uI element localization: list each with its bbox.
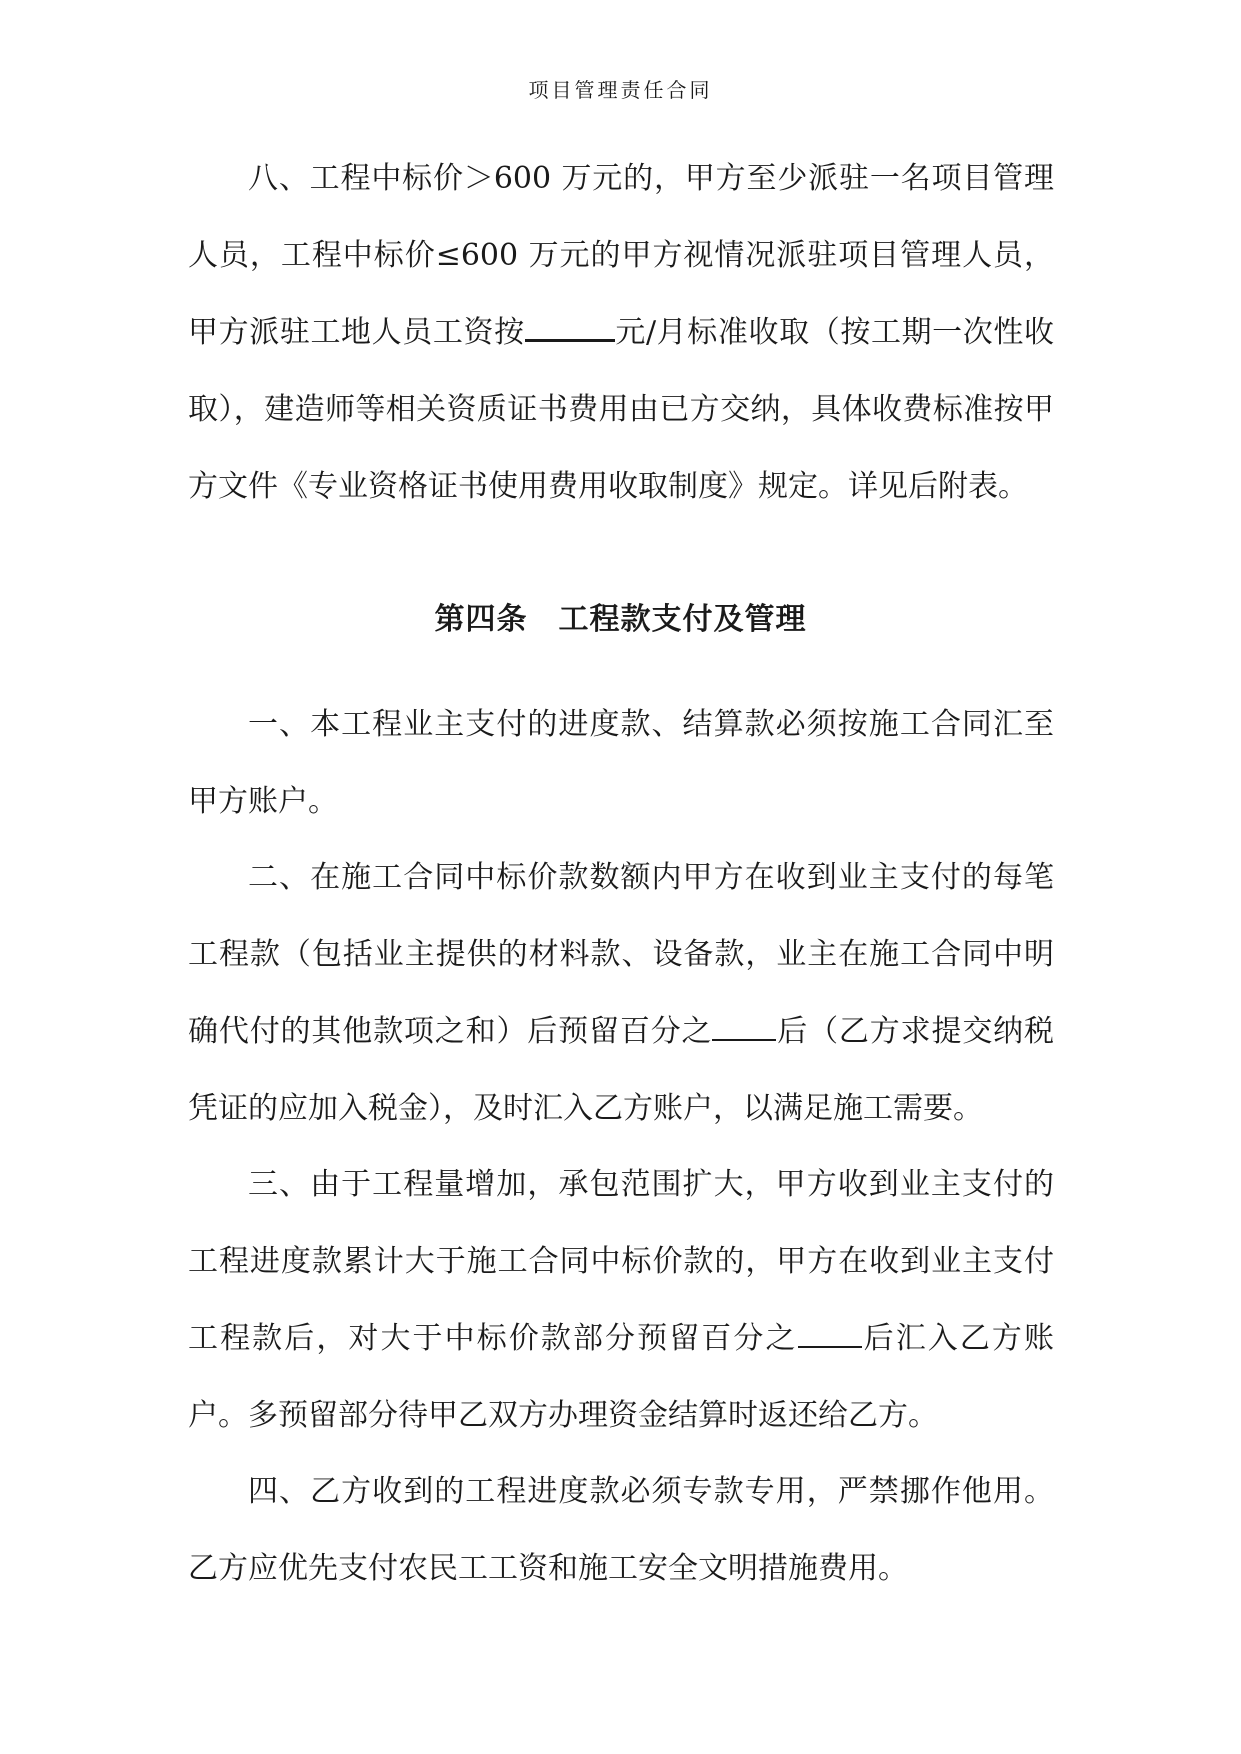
clause-8-text-before-blank: 八、工程中标价＞600 万元的，甲方至少派驻一名项目管理人员，工程中标价≤600 万元的甲方视情况派驻项目管理人员，甲方派驻工地人员工资按 [188,161,1054,350]
salary-blank-field [525,338,615,342]
retention-percent-blank-1 [712,1038,776,1041]
clause-3-text-after-blank: 后汇入乙方账户。多预留部分待甲乙双方办理资金结算时返还给乙方。 [188,1321,1055,1433]
clause-2-paragraph [188,839,1054,1147]
clause-2-text-after-blank: 后（乙方求提交纳税凭证的应加入税金），及时汇入乙方账户，以满足施工需要。 [188,1014,1055,1126]
clause-3-paragraph [188,1146,1054,1454]
section-4-title: 第四条 工程款支付及管理 [434,602,807,637]
clause-4-paragraph [188,1453,1054,1607]
clause-8-paragraph [188,140,1054,525]
clause-2-text-before-blank: 二、在施工合同中标价款数额内甲方在收到业主支付的每笔工程款（包括业主提供的材料款、设备款，业主在施工合同中明确代付的其他款项之和）后预留百分之 [188,860,1054,1049]
clause-1-paragraph [188,686,1054,840]
page-header-title: 项目管理责任合同 [528,78,713,102]
clause-8-text-after-blank: 元/月标准收取（按工期一次性收取），建造师等相关资质证书费用由已方交纳，具体收费标准按甲方文件《专业资格证书使用费用收取制度》规定。详见后附表。 [188,315,1055,504]
clause-4-text: 四、乙方收到的工程进度款必须专款专用，严禁挪作他用。乙方应优先支付农民工工资和施工安全文明措施费用。 [188,1474,1054,1586]
clause-3-text-before-blank: 三、由于工程量增加，承包范围扩大，甲方收到业主支付的工程进度款累计大于施工合同中标价款的，甲方在收到业主支付工程款后，对大于中标价款部分预留百分之 [188,1167,1054,1356]
clause-1-text: 一、本工程业主支付的进度款、结算款必须按施工合同汇至甲方账户。 [188,707,1054,819]
retention-percent-blank-2 [798,1345,862,1348]
